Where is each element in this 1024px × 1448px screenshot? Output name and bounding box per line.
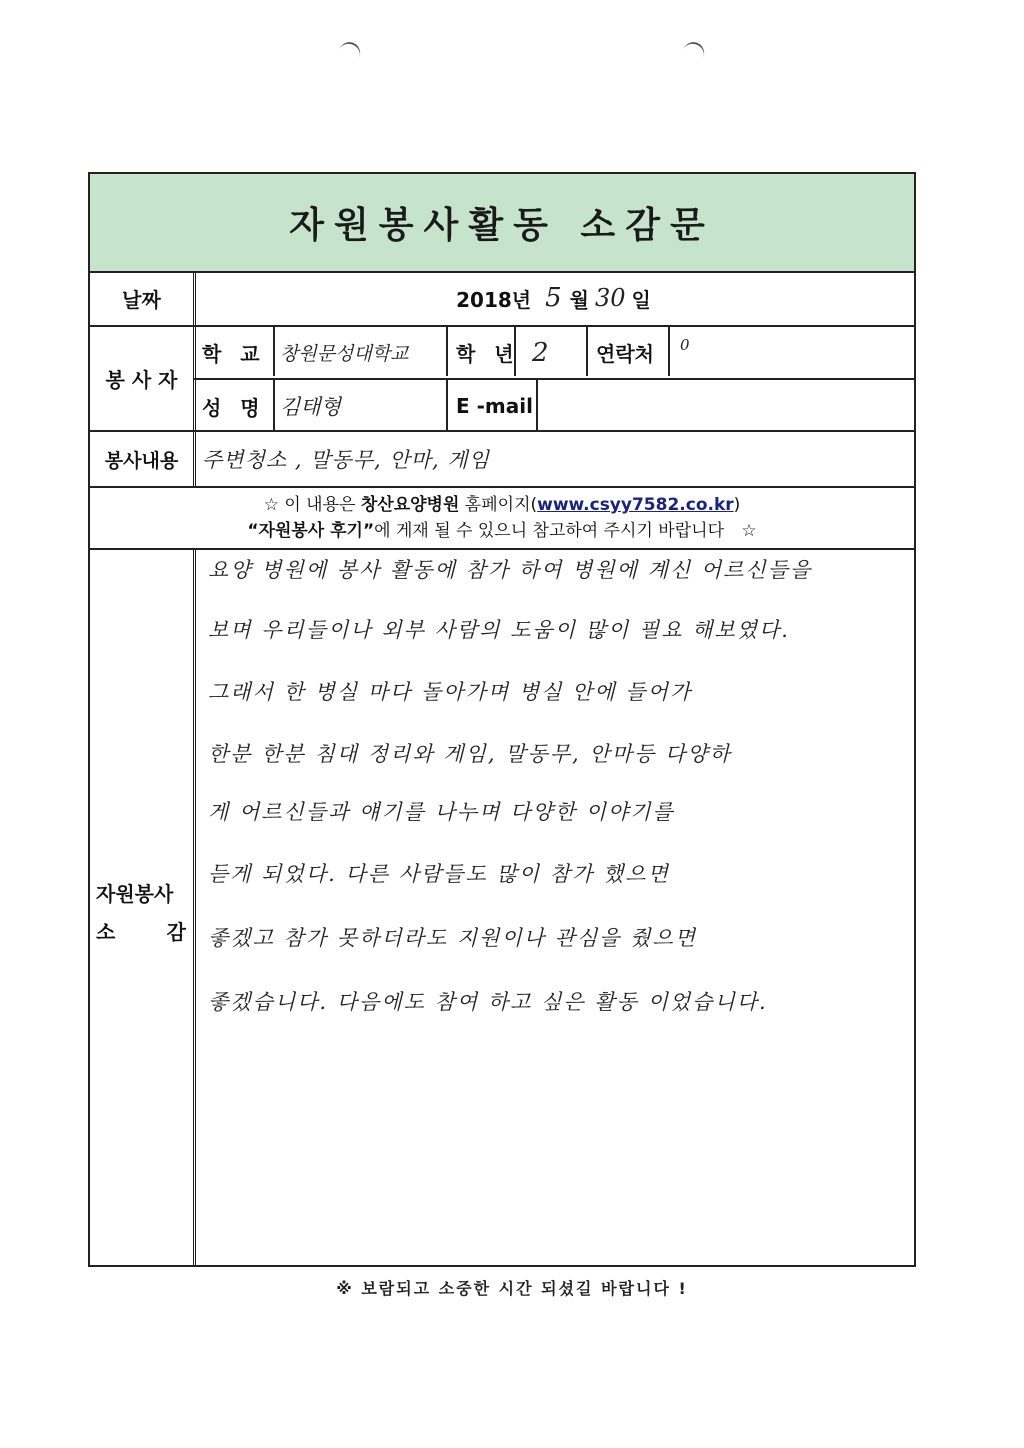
essay-label-line2 [96,916,186,945]
date-day: 30 [594,284,626,312]
volunteer-section [90,327,914,432]
email-label-divider [536,380,538,430]
date-label: 날짜 [90,271,196,325]
volunteer-label: 봉 사 자 [90,327,196,430]
grade-label-divider [514,327,516,376]
date-month: 5 [545,283,562,313]
contact-label-divider [668,327,670,376]
footer-message: ※ 보람되고 소중한 시간 되셨길 바랍니다 ! [336,1279,688,1298]
hospital-url-link[interactable]: www.csyy7582.co.kr [537,495,734,515]
grade-value-divider [586,327,588,376]
essay-line: 듣게 되었다. 다른 사람들도 많이 참가 했으면 [208,862,670,886]
content-value: 주변청소 , 말동무, 안마, 게임 [202,448,490,472]
contact-value: 0 [680,336,690,354]
essay-line: 좋겠고 참가 못하더라도 지원이나 관심을 줬으면 [208,926,698,950]
date-month-unit: 월 [569,287,589,312]
school-label-divider [273,327,275,376]
star-icon: ☆ [741,521,757,541]
notice-mid: 홈페이지( [464,495,538,515]
notice-line-1 [90,492,914,518]
notice-quote: “자원봉사 후기” [247,521,375,541]
essay-label-line1: 자원봉사 [96,882,174,906]
school-value-divider [446,327,448,376]
notice-close: ) [733,495,741,515]
date-year: 2018년 [456,287,532,312]
notice-pre: 이 내용은 [284,495,356,515]
school-label: 학 교 [202,342,266,366]
essay-line: 게 어르신들과 얘기를 나누며 다양한 이야기를 [208,800,675,824]
essay-line: 요양 병원에 봉사 활동에 참가 하여 병원에 계신 어르신들을 [208,558,813,582]
punch-hole-mark-right [679,39,708,69]
school-value: 창원문성대학교 [280,343,409,365]
volunteer-report-form [88,172,916,1267]
content-row [90,432,914,488]
star-icon: ☆ [263,495,279,515]
name-value: 김태형 [280,395,341,419]
essay-label-gam: 감 [166,920,186,944]
essay-line: 한분 한분 침대 정리와 게임, 말동무, 안마등 다양하 [208,742,732,766]
grade-label: 학 년 [456,342,520,366]
date-row [90,271,914,327]
essay-label-so: 소 [96,920,116,944]
notice-box [90,488,914,550]
date-value [193,271,914,325]
notice-rest: 에 게재 될 수 있으니 참고하여 주시기 바랍니다 [374,521,724,541]
grade-value: 2 [532,337,549,368]
contact-label: 연락처 [596,342,654,366]
name-label-divider [273,380,275,430]
essay-line: 좋겠습니다. 다음에도 참여 하고 싶은 활동 이었습니다. [208,990,768,1014]
punch-hole-mark-left [335,39,364,69]
form-title: 자원봉사활동 소감문 [289,205,715,246]
notice-line-2 [90,518,914,544]
essay-line: 그래서 한 병실 마다 돌아가며 병실 안에 들어가 [208,680,693,704]
content-label: 봉사내용 [90,432,196,486]
email-label: E -mail [456,394,533,418]
name-label: 성 명 [202,395,266,420]
date-day-unit: 일 [631,287,651,312]
essay-label [90,550,196,1265]
essay-line: 보며 우리들이나 외부 사람의 도움이 많이 필요 해보였다. [208,618,790,642]
notice-hospital: 창산요양병원 [360,495,460,515]
title-band [90,174,914,273]
name-value-divider [446,380,448,430]
